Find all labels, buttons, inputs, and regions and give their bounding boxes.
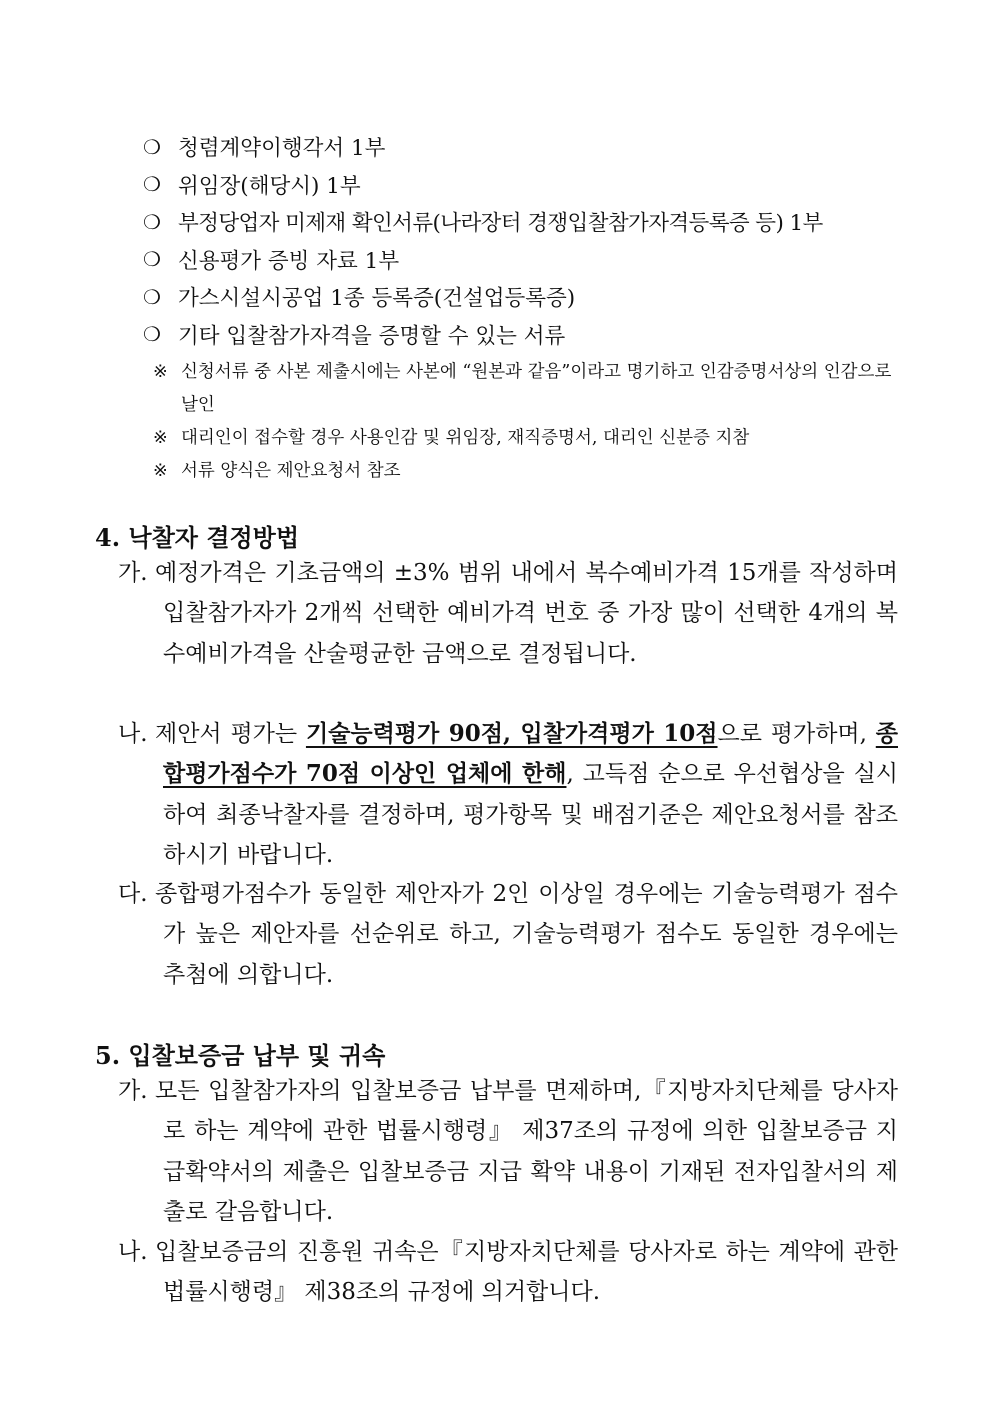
circle-bullet-icon: ❍ (143, 284, 161, 309)
required-documents-list (143, 128, 903, 353)
note-item (153, 455, 903, 488)
underlined-threshold-text: 종합평가점수가 70점 이상인 업체에 한해 (163, 720, 898, 788)
list-item-text: 위임장(해당시) 1부 (178, 173, 361, 199)
item-text: 모든 입찰참가자의 입찰보증금 납부를 면제하며,『지방자치단체를 당사자로 하는 계약에 관한 법률시행령』 제37조의 규정에 의한 입찰보증금 지급확약서의 제출은 입찰보증금 지급 확약 내용이 기재된 전자입찰서의 제출로 갈음합니다. (155, 1078, 899, 1225)
list-item-text: 기타 입찰참가자격을 증명할 수 있는 서류 (178, 323, 566, 349)
list-item-text: 신용평가 증빙 자료 1부 (178, 248, 400, 274)
list-item (143, 278, 903, 316)
item-label: 다. (118, 881, 148, 907)
note-text: 서류 양식은 제안요청서 참조 (181, 461, 401, 481)
item-text: 종합평가점수가 동일한 제안자가 2인 이상일 경우에는 기술능력평가 점수가 높은 제안자를 선순위로 하고, 기술능력평가 점수도 동일한 경우에는 추첨에 의합니다. (155, 881, 898, 988)
list-item-text: 부정당업자 미제재 확인서류(나라장터 경쟁입찰참가자격등록증 등) 1부 (178, 211, 823, 237)
list-item (143, 241, 903, 279)
note-item (153, 422, 903, 455)
item-text: , 고득점 순으로 우선협상을 실시하여 최종낙찰자를 결정하며, 평가항목 및 배점기준은 제안요청서를 참조하시기 바랍니다. (163, 761, 899, 868)
item-text: 예정가격은 기초금액의 ±3% 범위 내에서 복수예비가격 15개를 작성하며 입찰참가자가 2개씩 선택한 예비가격 번호 중 가장 많이 선택한 4개의 복수예비가격을 산술평균한 금액으로 결정됩니다. (155, 560, 898, 667)
circle-bullet-icon: ❍ (143, 134, 161, 159)
reference-mark-icon: ※ (153, 428, 168, 448)
item-text: 으로 평가하며, (717, 721, 876, 747)
circle-bullet-icon: ❍ (143, 247, 161, 272)
section-4-title: 4. 낙찰자 결정방법 (95, 523, 300, 552)
section-4-item-ga (118, 553, 898, 674)
reference-mark-icon: ※ (153, 461, 168, 481)
list-item (143, 128, 903, 166)
section-4-item-na (118, 714, 898, 875)
item-label: 가. (118, 560, 148, 586)
underlined-score-text: 기술능력평가 90점, 입찰가격평가 10점 (305, 720, 718, 747)
item-text: 제안서 평가는 (155, 721, 306, 747)
section-5-item-na (118, 1232, 898, 1313)
section-4-item-da (118, 874, 898, 995)
note-text: 신청서류 중 사본 제출시에는 사본에 “원본과 같음”이라고 명기하고 인감증명서상의 인감으로 날인 (181, 362, 892, 415)
item-label: 나. (118, 721, 148, 747)
item-label: 나. (118, 1239, 148, 1265)
list-item (143, 166, 903, 204)
item-text: 입찰보증금의 진흥원 귀속은『지방자치단체를 당사자로 하는 계약에 관한 법률시행령』 제38조의 규정에 의거합니다. (155, 1239, 898, 1306)
list-item-text: 가스시설시공업 1종 등록증(건설업등록증) (178, 286, 576, 312)
list-item (143, 203, 903, 241)
list-item-text: 청렴계약이행각서 1부 (178, 136, 386, 162)
section-5-title: 5. 입찰보증금 납부 및 귀속 (95, 1041, 386, 1070)
note-text: 대리인이 접수할 경우 사용인감 및 위임장, 재직증명서, 대리인 신분증 지참 (181, 428, 750, 448)
item-label: 가. (118, 1078, 148, 1104)
note-item (153, 356, 903, 422)
section-5-item-ga (118, 1071, 898, 1232)
list-item (143, 316, 903, 354)
circle-bullet-icon: ❍ (143, 172, 161, 197)
circle-bullet-icon: ❍ (143, 322, 161, 347)
circle-bullet-icon: ❍ (143, 209, 161, 234)
reference-mark-icon: ※ (153, 362, 168, 382)
notes-list (153, 356, 903, 488)
